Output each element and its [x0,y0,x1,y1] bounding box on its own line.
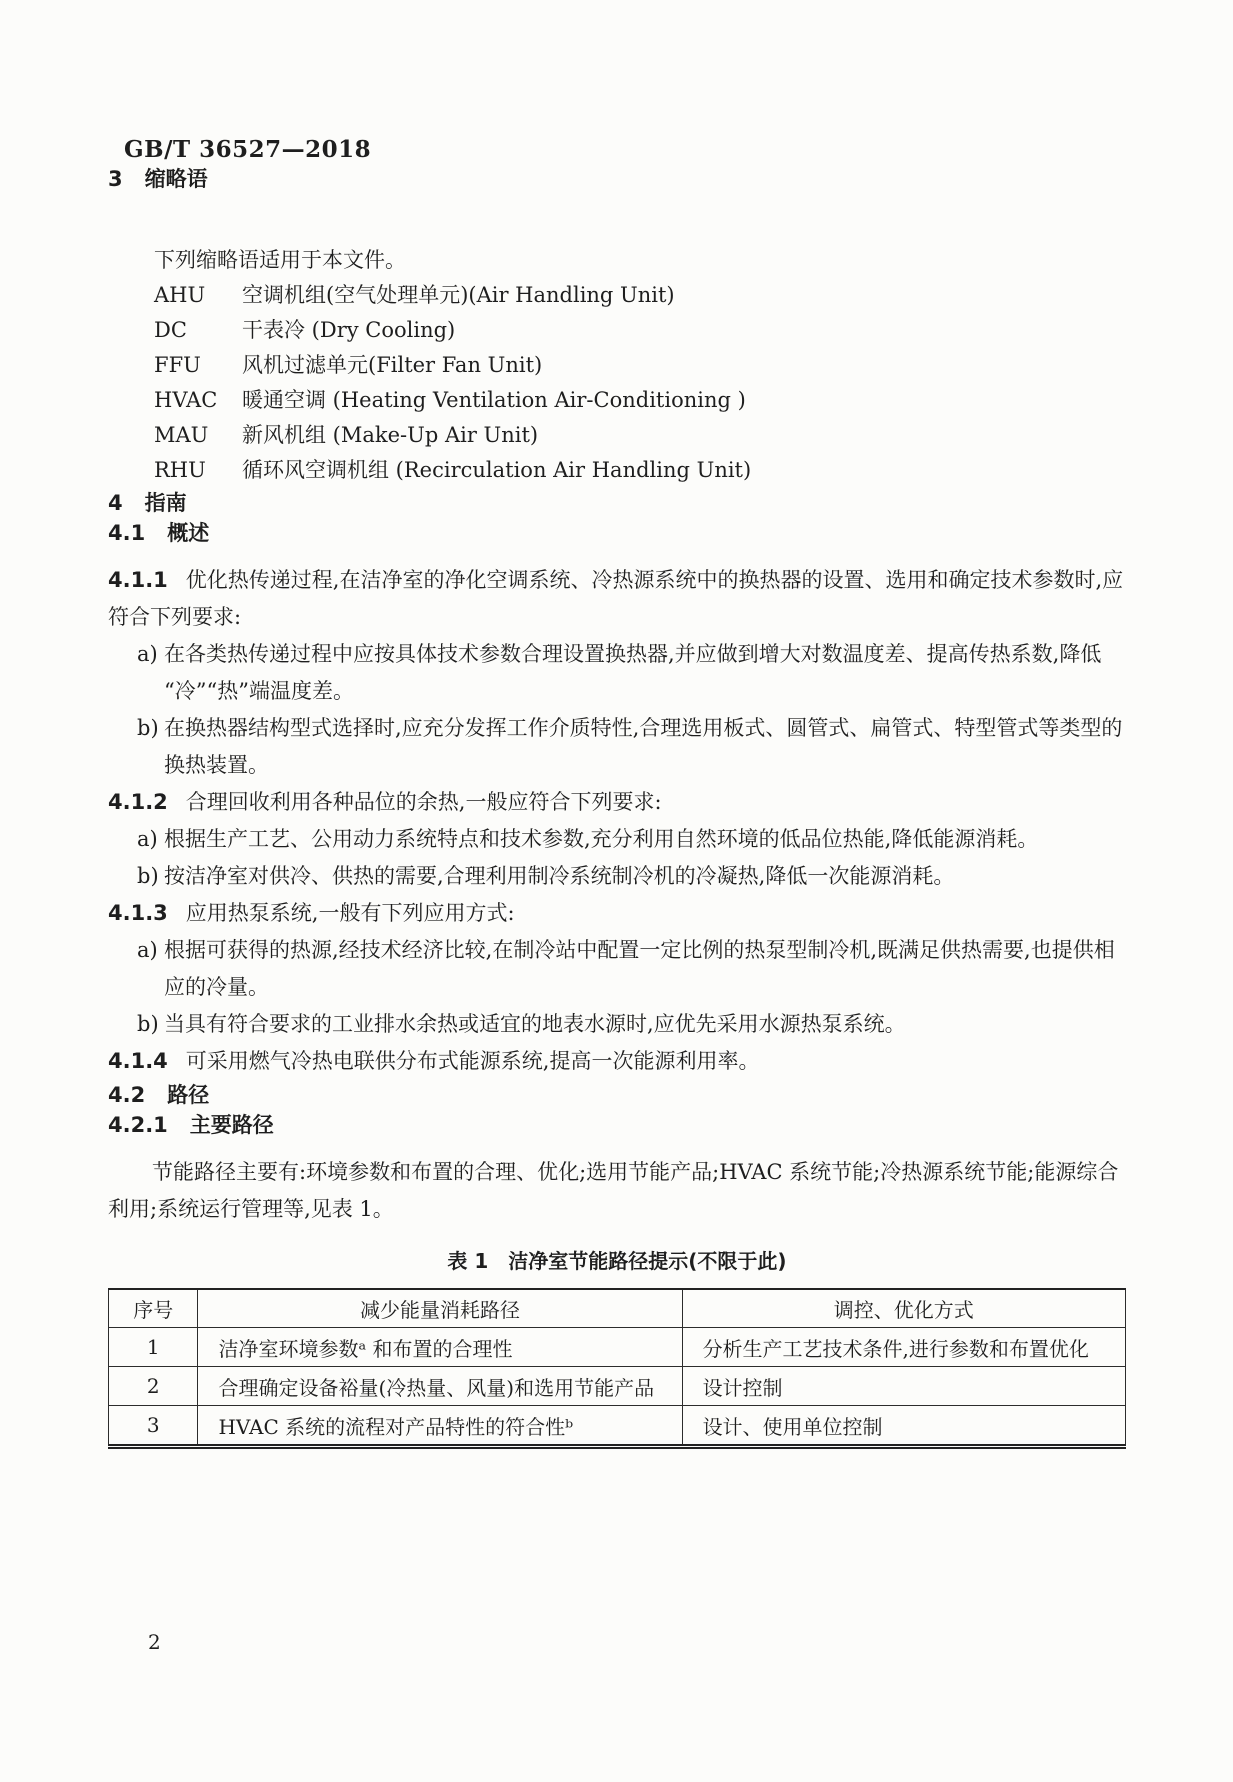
list-item-label: b) [137,1012,159,1036]
clause-number: 4.1.2 [108,790,168,814]
clauses-block [108,562,1126,1080]
list-item-text: 根据可获得的热源,经技术经济比较,在制冷站中配置一定比例的热泵型制冷机,既满足供热需要,也提供相应的冷量。 [164,938,1115,999]
list-item-text: 按洁净室对供冷、供热的需要,合理利用制冷系统制冷机的冷凝热,降低一次能源消耗。 [164,864,955,888]
clause-number: 4.1.3 [108,901,168,925]
table-row [109,1328,1126,1367]
abbr-definition: 干表冷 (Dry Cooling) [242,318,456,342]
subsection-4-2-1-heading [108,1110,1126,1140]
abbr-code: HVAC [154,388,218,412]
clause-number: 4.1.4 [108,1049,168,1073]
subsection-4-1-number: 4.1 [108,521,146,545]
section-3-heading [108,164,1126,194]
clause-number: 4.1.1 [108,568,168,592]
clause-text: 可采用燃气冷热电联供分布式能源系统,提高一次能源利用率。 [185,1049,760,1073]
cell-path: HVAC 系统的流程对产品特性的符合性ᵇ [198,1406,682,1447]
list-item-b [108,710,1126,784]
list-item-label: b) [137,864,159,888]
abbreviation-item [108,278,1126,313]
header-cell-index: 序号 [109,1289,198,1328]
section-4-title: 指南 [144,491,187,515]
clause-text: 应用热泵系统,一般有下列应用方式: [185,901,515,925]
list-item-a [108,932,1126,1006]
abbr-code: DC [154,318,187,342]
subsection-4-2-heading [108,1080,1126,1110]
clause-text: 合理回收利用各种品位的余热,一般应符合下列要求: [185,790,662,814]
subsection-4-2-1-number: 4.2.1 [108,1113,168,1137]
cell-index: 3 [109,1406,198,1447]
abbreviation-item [108,383,1126,418]
list-item-a [108,636,1126,710]
abbr-code: MAU [154,423,209,447]
abbreviations-list [108,278,1126,488]
standard-number: GB/T 36527—2018 [124,136,372,163]
cell-control: 设计控制 [682,1367,1125,1406]
abbreviation-item [108,348,1126,383]
clause-4-1-4 [108,1043,1126,1080]
list-item-text: 当具有符合要求的工业排水余热或适宜的地表水源时,应优先采用水源热泵系统。 [164,1012,906,1036]
table-row [109,1406,1126,1447]
energy-saving-paths-table [108,1288,1126,1449]
abbreviation-item [108,453,1126,488]
list-item-a [108,821,1126,858]
abbr-code: AHU [154,283,206,307]
section-3-number: 3 [108,167,123,191]
list-item-text: 在换热器结构型式选择时,应充分发挥工作介质特性,合理选用板式、圆管式、扁管式、特型管式等类型的换热装置。 [164,716,1123,777]
list-item-text: 根据生产工艺、公用动力系统特点和技术参数,充分利用自然环境的低品位热能,降低能源消耗。 [164,827,1039,851]
paths-paragraph: 节能路径主要有:环境参数和布置的合理、优化;选用节能产品;HVAC 系统节能;冷热源系统节能;能源综合利用;系统运行管理等,见表 1。 [108,1160,1119,1221]
list-item-label: a) [137,642,158,666]
abbr-definition: 暖通空调 (Heating Ventilation Air-Conditioning ) [242,388,746,412]
cell-control: 分析生产工艺技术条件,进行参数和布置优化 [682,1328,1125,1367]
table-1-title [108,1246,1126,1276]
list-item-text: 在各类热传递过程中应按具体技术参数合理设置换热器,并应做到增大对数温度差、提高传热系数,降低“冷”“热”端温度差。 [164,642,1102,703]
cell-path: 合理确定设备裕量(冷热量、风量)和选用节能产品 [198,1367,682,1406]
abbr-code: FFU [154,353,201,377]
abbreviation-item [108,313,1126,348]
subsection-4-2-number: 4.2 [108,1083,146,1107]
table-row [109,1367,1126,1406]
cell-index: 1 [109,1328,198,1367]
abbr-definition: 新风机组 (Make-Up Air Unit) [242,423,539,447]
section-4-number: 4 [108,491,123,515]
subsection-4-1-heading [108,518,1126,548]
abbr-definition: 空调机组(空气处理单元)(Air Handling Unit) [242,283,675,307]
header-cell-path: 减少能量消耗路径 [198,1289,682,1328]
list-item-label: b) [137,716,159,740]
table-1-caption: 洁净室节能路径提示(不限于此) [508,1249,787,1273]
list-item-label: a) [137,938,158,962]
abbr-code: RHU [154,458,206,482]
abbr-definition: 循环风空调机组 (Recirculation Air Handling Unit) [242,458,752,482]
cell-control: 设计、使用单位控制 [682,1406,1125,1447]
abbreviations-intro: 下列缩略语适用于本文件。 [154,248,406,272]
cell-index: 2 [109,1367,198,1406]
clause-text: 优化热传递过程,在洁净室的净化空调系统、冷热源系统中的换热器的设置、选用和确定技术参数时,应符合下列要求: [108,568,1124,629]
list-item-label: a) [137,827,158,851]
list-item-b [108,1006,1126,1043]
section-3-title: 缩略语 [144,167,208,191]
cell-path: 洁净室环境参数ᵃ 和布置的合理性 [198,1328,682,1367]
subsection-4-2-1-title: 主要路径 [189,1113,274,1137]
abbr-definition: 风机过滤单元(Filter Fan Unit) [242,353,543,377]
subsection-4-2-title: 路径 [167,1083,210,1107]
page-number: 2 [148,1630,161,1654]
table-1-label: 表 1 [447,1249,489,1273]
clause-4-1-1 [108,562,1126,636]
subsection-4-1-title: 概述 [167,521,210,545]
abbreviation-item [108,418,1126,453]
clause-4-1-2 [108,784,1126,821]
header-cell-control: 调控、优化方式 [682,1289,1125,1328]
list-item-b [108,858,1126,895]
section-4-heading [108,488,1126,518]
clause-4-1-3 [108,895,1126,932]
table-header-row [109,1289,1126,1328]
